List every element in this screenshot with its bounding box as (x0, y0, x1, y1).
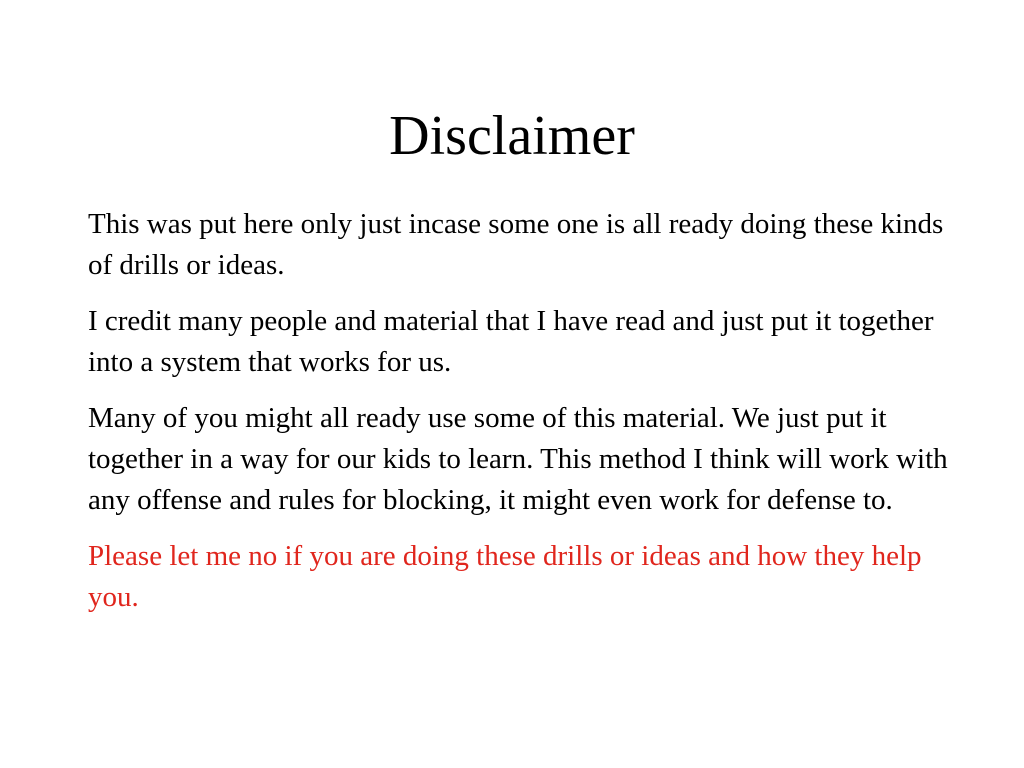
paragraph-incase: This was put here only just incase some one is all ready doing these kinds of drills or ideas. (88, 208, 944, 281)
slide-title: Disclaimer (389, 105, 635, 167)
paragraph-material: Many of you might all ready use some of this material. We just put it together in a way for our kids to learn. This method I think will work with any offense and rules for blocking, it might even work for defense to. (88, 402, 948, 516)
paragraph-request: Please let me no if you are doing these drills or ideas and how they help you. (88, 540, 922, 613)
slide-body (88, 204, 968, 633)
paragraph-credit: I credit many people and material that I have read and just put it together into a system that works for us. (88, 305, 934, 378)
